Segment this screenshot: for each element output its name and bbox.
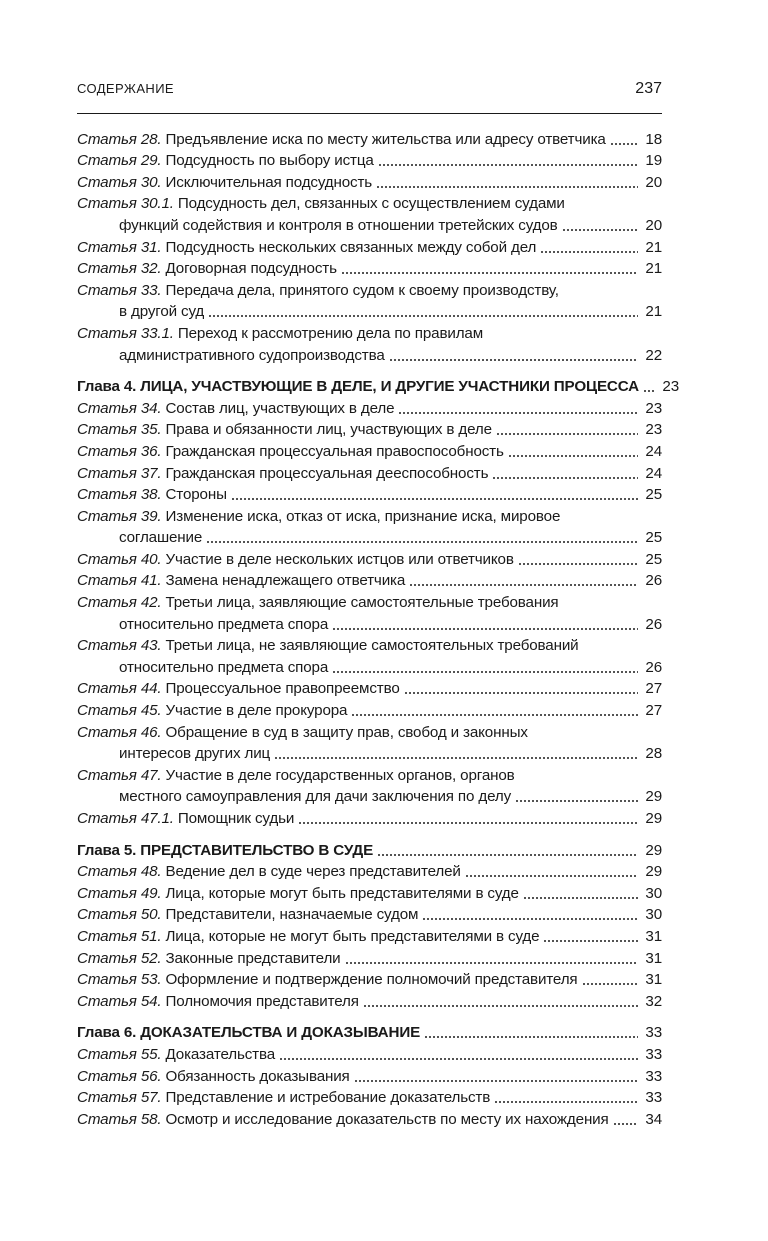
toc-entry — [77, 763, 662, 785]
article-label: Статья 35. — [77, 421, 162, 439]
toc-page-number: 33 — [645, 1067, 662, 1085]
article-title: Предъявление иска по месту жительства или адресу ответчика — [165, 130, 606, 148]
article-label: Статья 30. — [77, 173, 162, 191]
article-title: Гражданская процессуальная правоспособность — [165, 442, 504, 460]
article-title: Подсудность по выбору истца — [165, 152, 374, 170]
toc-page-number: 21 — [645, 303, 662, 321]
article-label: Статья 37. — [77, 464, 162, 482]
dot-leader — [208, 314, 638, 318]
toc-entry-continuation — [77, 655, 662, 677]
article-label: Статья 48. — [77, 863, 162, 881]
table-of-contents — [77, 127, 680, 1129]
toc-page-number: 33 — [645, 1089, 662, 1107]
dot-leader — [363, 1004, 638, 1008]
article-label: Статья 56. — [77, 1067, 162, 1085]
dot-leader — [332, 670, 638, 674]
article-title: Лица, которые не могут быть представителями в суде — [165, 927, 540, 945]
dot-leader — [298, 821, 638, 825]
article-title: Полномочия представителя — [165, 992, 359, 1010]
dot-leader — [404, 691, 638, 695]
dot-leader — [389, 358, 638, 362]
article-title: Гражданская процессуальная дееспособность — [165, 464, 489, 482]
article-label: Статья 30.1. — [77, 195, 174, 213]
article-title: Обращение в суд в защиту прав, свобод и законных — [165, 723, 528, 741]
article-title: Участие в деле прокурора — [165, 702, 348, 720]
toc-entry — [77, 806, 662, 828]
toc-entry — [77, 968, 662, 990]
toc-entry — [77, 590, 662, 612]
dot-leader — [274, 756, 638, 760]
toc-chapter — [77, 838, 662, 860]
toc-entry — [77, 634, 662, 656]
article-title: Переход к рассмотрению дела по правилам — [177, 324, 484, 342]
toc-page-number: 30 — [645, 884, 662, 902]
dot-leader — [562, 228, 638, 232]
toc-entry — [77, 149, 662, 171]
toc-entry — [77, 257, 662, 279]
toc-entry-continuation — [77, 612, 662, 634]
article-label: Статья 39. — [77, 507, 162, 525]
toc-page-number: 26 — [645, 615, 662, 633]
article-title: Изменение иска, отказ от иска, признание иска, мировое — [165, 507, 561, 525]
running-header — [77, 80, 662, 98]
article-title: относительно предмета спора — [119, 658, 329, 676]
article-label: Статья 46. — [77, 723, 162, 741]
toc-page-number: 19 — [645, 152, 662, 170]
toc-entry — [77, 483, 662, 505]
toc-page-number: 22 — [645, 346, 662, 364]
toc-entry — [77, 1107, 662, 1129]
chapter-title: ДОКАЗАТЕЛЬСТВА И ДОКАЗЫВАНИЕ — [140, 1024, 421, 1042]
dot-leader — [341, 271, 638, 275]
article-title: Передача дела, принятого судом к своему производству, — [165, 281, 559, 299]
dot-leader — [540, 250, 638, 254]
toc-page-number: 23 — [645, 421, 662, 439]
article-label: Статья 28. — [77, 130, 162, 148]
dot-leader — [523, 896, 638, 900]
toc-entry — [77, 192, 662, 214]
article-title: Представители, назначаемые судом — [165, 906, 419, 924]
article-label: Статья 55. — [77, 1045, 162, 1063]
toc-entry — [77, 547, 662, 569]
toc-entry — [77, 235, 662, 257]
article-label: Статья 57. — [77, 1089, 162, 1107]
dot-leader — [378, 163, 638, 167]
article-label: Статья 45. — [77, 702, 162, 720]
toc-entry-continuation — [77, 526, 662, 548]
toc-entry — [77, 860, 662, 882]
header-divider — [77, 113, 662, 114]
article-label: Статья 29. — [77, 152, 162, 170]
article-title: Помощник судьи — [177, 810, 295, 827]
toc-page-number: 31 — [645, 949, 662, 967]
article-label: Статья 36. — [77, 442, 162, 460]
toc-page-number: 29 — [645, 788, 662, 806]
toc-page-number: 28 — [645, 745, 662, 763]
article-label: Статья 54. — [77, 992, 162, 1010]
toc-page-number: 20 — [645, 216, 662, 234]
article-label: Статья 49. — [77, 884, 162, 902]
dot-leader — [345, 961, 638, 965]
toc-page-number: 31 — [645, 927, 662, 945]
toc-entry — [77, 720, 662, 742]
dot-leader — [496, 432, 638, 436]
article-label: Статья 33. — [77, 281, 162, 299]
article-title: Исключительная подсудность — [165, 173, 373, 191]
article-title: Лица, которые могут быть представителями в суде — [165, 884, 519, 902]
dot-leader — [424, 1035, 638, 1039]
article-title: Ведение дел в суде через представителей — [165, 863, 461, 881]
toc-page-number: 33 — [645, 1024, 662, 1042]
article-label: Статья 43. — [77, 637, 162, 655]
article-title: Договорная подсудность — [165, 260, 337, 278]
toc-chapter — [77, 1021, 662, 1043]
dot-leader — [332, 627, 638, 631]
toc-page-number: 25 — [645, 486, 662, 504]
article-label: Статья 52. — [77, 949, 162, 967]
article-title: функций содействия и контроля в отношении третейских судов — [119, 216, 558, 234]
toc-page-number: 18 — [645, 130, 662, 148]
toc-page-number: 23 — [645, 399, 662, 417]
article-title: Третьи лица, не заявляющие самостоятельных требований — [165, 637, 579, 655]
toc-entry — [77, 418, 662, 440]
toc-page-number: 27 — [645, 702, 662, 720]
dot-leader — [206, 540, 638, 544]
toc-page-number: 31 — [645, 971, 662, 989]
article-title: Подсудность нескольких связанных между собой дел — [165, 238, 537, 256]
article-title: Осмотр и исследование доказательств по месту их нахождения — [165, 1110, 609, 1128]
toc-entry-continuation — [77, 742, 662, 764]
toc-page-number: 27 — [645, 680, 662, 698]
article-title: административного судопроизводства — [119, 346, 385, 364]
chapter-title: ПРЕДСТАВИТЕЛЬСТВО В СУДЕ — [140, 841, 374, 859]
article-label: Статья 42. — [77, 594, 162, 612]
toc-entry-continuation — [77, 343, 662, 365]
toc-entry — [77, 1064, 662, 1086]
article-label: Статья 38. — [77, 486, 162, 504]
article-title: Подсудность дел, связанных с осуществлением судами — [177, 195, 565, 213]
article-title: Участие в деле нескольких истцов или ответчиков — [165, 550, 514, 568]
article-label: Статья 31. — [77, 238, 162, 256]
dot-leader — [398, 411, 638, 415]
article-title: Участие в деле государственных органов, органов — [165, 766, 515, 784]
article-title: местного самоуправления для дачи заключения по делу — [119, 788, 512, 806]
dot-leader — [465, 874, 638, 878]
dot-leader — [422, 917, 638, 921]
toc-page-number: 29 — [645, 863, 662, 881]
toc-page-number: 23 — [662, 378, 680, 396]
toc-entry — [77, 170, 662, 192]
toc-entry-continuation — [77, 213, 662, 235]
article-title: Стороны — [165, 486, 227, 504]
toc-page-number: 32 — [645, 992, 662, 1010]
article-title: Третьи лица, заявляющие самостоятельные требования — [165, 594, 559, 612]
toc-entry — [77, 946, 662, 968]
toc-entry — [77, 504, 662, 526]
dot-leader — [515, 799, 638, 803]
toc-entry — [77, 881, 662, 903]
article-title: соглашение — [119, 529, 203, 547]
toc-page-number: 26 — [645, 572, 662, 590]
toc-entry — [77, 278, 662, 300]
chapter-label: Глава 6. — [77, 1024, 137, 1042]
dot-leader — [279, 1057, 638, 1061]
dot-leader — [613, 1122, 638, 1126]
toc-entry — [77, 439, 662, 461]
chapter-title: ЛИЦА, УЧАСТВУЮЩИЕ В ДЕЛЕ, И ДРУГИЕ УЧАСТНИКИ ПРОЦЕССА — [140, 378, 640, 396]
dot-leader — [376, 185, 638, 189]
chapter-label: Глава 4. — [77, 378, 137, 396]
dot-leader — [492, 476, 638, 480]
toc-entry — [77, 1042, 662, 1064]
dot-leader — [409, 583, 638, 587]
toc-entry — [77, 924, 662, 946]
article-title: Процессуальное правопреемство — [165, 680, 400, 698]
toc-page-number: 20 — [645, 173, 662, 191]
dot-leader — [610, 142, 638, 146]
article-label: Статья 51. — [77, 927, 162, 945]
page-number: 237 — [635, 80, 662, 97]
toc-page-number: 25 — [645, 529, 662, 547]
article-title: Замена ненадлежащего ответчика — [165, 572, 406, 590]
article-title: Представление и истребование доказательств — [165, 1089, 491, 1107]
toc-entry-continuation — [77, 785, 662, 807]
toc-page-number: 29 — [645, 810, 662, 827]
toc-chapter — [77, 375, 680, 397]
article-label: Статья 40. — [77, 550, 162, 568]
article-title: Доказательства — [165, 1045, 276, 1063]
dot-leader — [377, 853, 638, 857]
article-title: Состав лиц, участвующих в деле — [165, 399, 395, 417]
article-label: Статья 34. — [77, 399, 162, 417]
toc-entry — [77, 127, 662, 149]
toc-entry — [77, 461, 662, 483]
article-label: Статья 44. — [77, 680, 162, 698]
dot-leader — [508, 454, 638, 458]
article-label: Статья 53. — [77, 971, 162, 989]
toc-entry — [77, 321, 662, 343]
article-label: Статья 47.1. — [77, 810, 174, 827]
article-title: Законные представители — [165, 949, 341, 967]
toc-page-number: 29 — [645, 841, 662, 859]
dot-leader — [351, 713, 638, 717]
toc-page-number: 34 — [645, 1110, 662, 1128]
toc-entry — [77, 903, 662, 925]
toc-entry — [77, 677, 662, 699]
toc-page-number: 26 — [645, 658, 662, 676]
article-label: Статья 32. — [77, 260, 162, 278]
dot-leader — [582, 982, 639, 986]
toc-page-number: 24 — [645, 442, 662, 460]
toc-page-number: 21 — [645, 238, 662, 256]
article-title: Обязанность доказывания — [165, 1067, 350, 1085]
article-title: в другой суд — [119, 303, 205, 321]
article-label: Статья 58. — [77, 1110, 162, 1128]
toc-entry — [77, 698, 662, 720]
toc-page-number: 30 — [645, 906, 662, 924]
toc-entry — [77, 1086, 662, 1108]
toc-page-number: 33 — [645, 1045, 662, 1063]
toc-entry — [77, 989, 662, 1011]
dot-leader — [518, 562, 638, 566]
toc-page-number: 24 — [645, 464, 662, 482]
dot-leader — [643, 389, 655, 393]
toc-entry-continuation — [77, 300, 662, 322]
toc-entry — [77, 569, 662, 591]
dot-leader — [354, 1079, 638, 1083]
dot-leader — [494, 1100, 638, 1104]
article-label: Статья 33.1. — [77, 324, 174, 342]
article-title: интересов других лиц — [119, 745, 271, 763]
dot-leader — [231, 497, 638, 501]
dot-leader — [543, 939, 638, 943]
toc-page-number: 21 — [645, 260, 662, 278]
article-title: относительно предмета спора — [119, 615, 329, 633]
article-label: Статья 41. — [77, 572, 162, 590]
article-label: Статья 50. — [77, 906, 162, 924]
running-header-title: СОДЕРЖАНИЕ — [77, 81, 175, 96]
article-title: Права и обязанности лиц, участвующих в деле — [165, 421, 492, 439]
chapter-label: Глава 5. — [77, 841, 137, 859]
article-label: Статья 47. — [77, 766, 162, 784]
article-title: Оформление и подтверждение полномочий представителя — [165, 971, 578, 989]
toc-page-number: 25 — [645, 550, 662, 568]
toc-entry — [77, 396, 662, 418]
